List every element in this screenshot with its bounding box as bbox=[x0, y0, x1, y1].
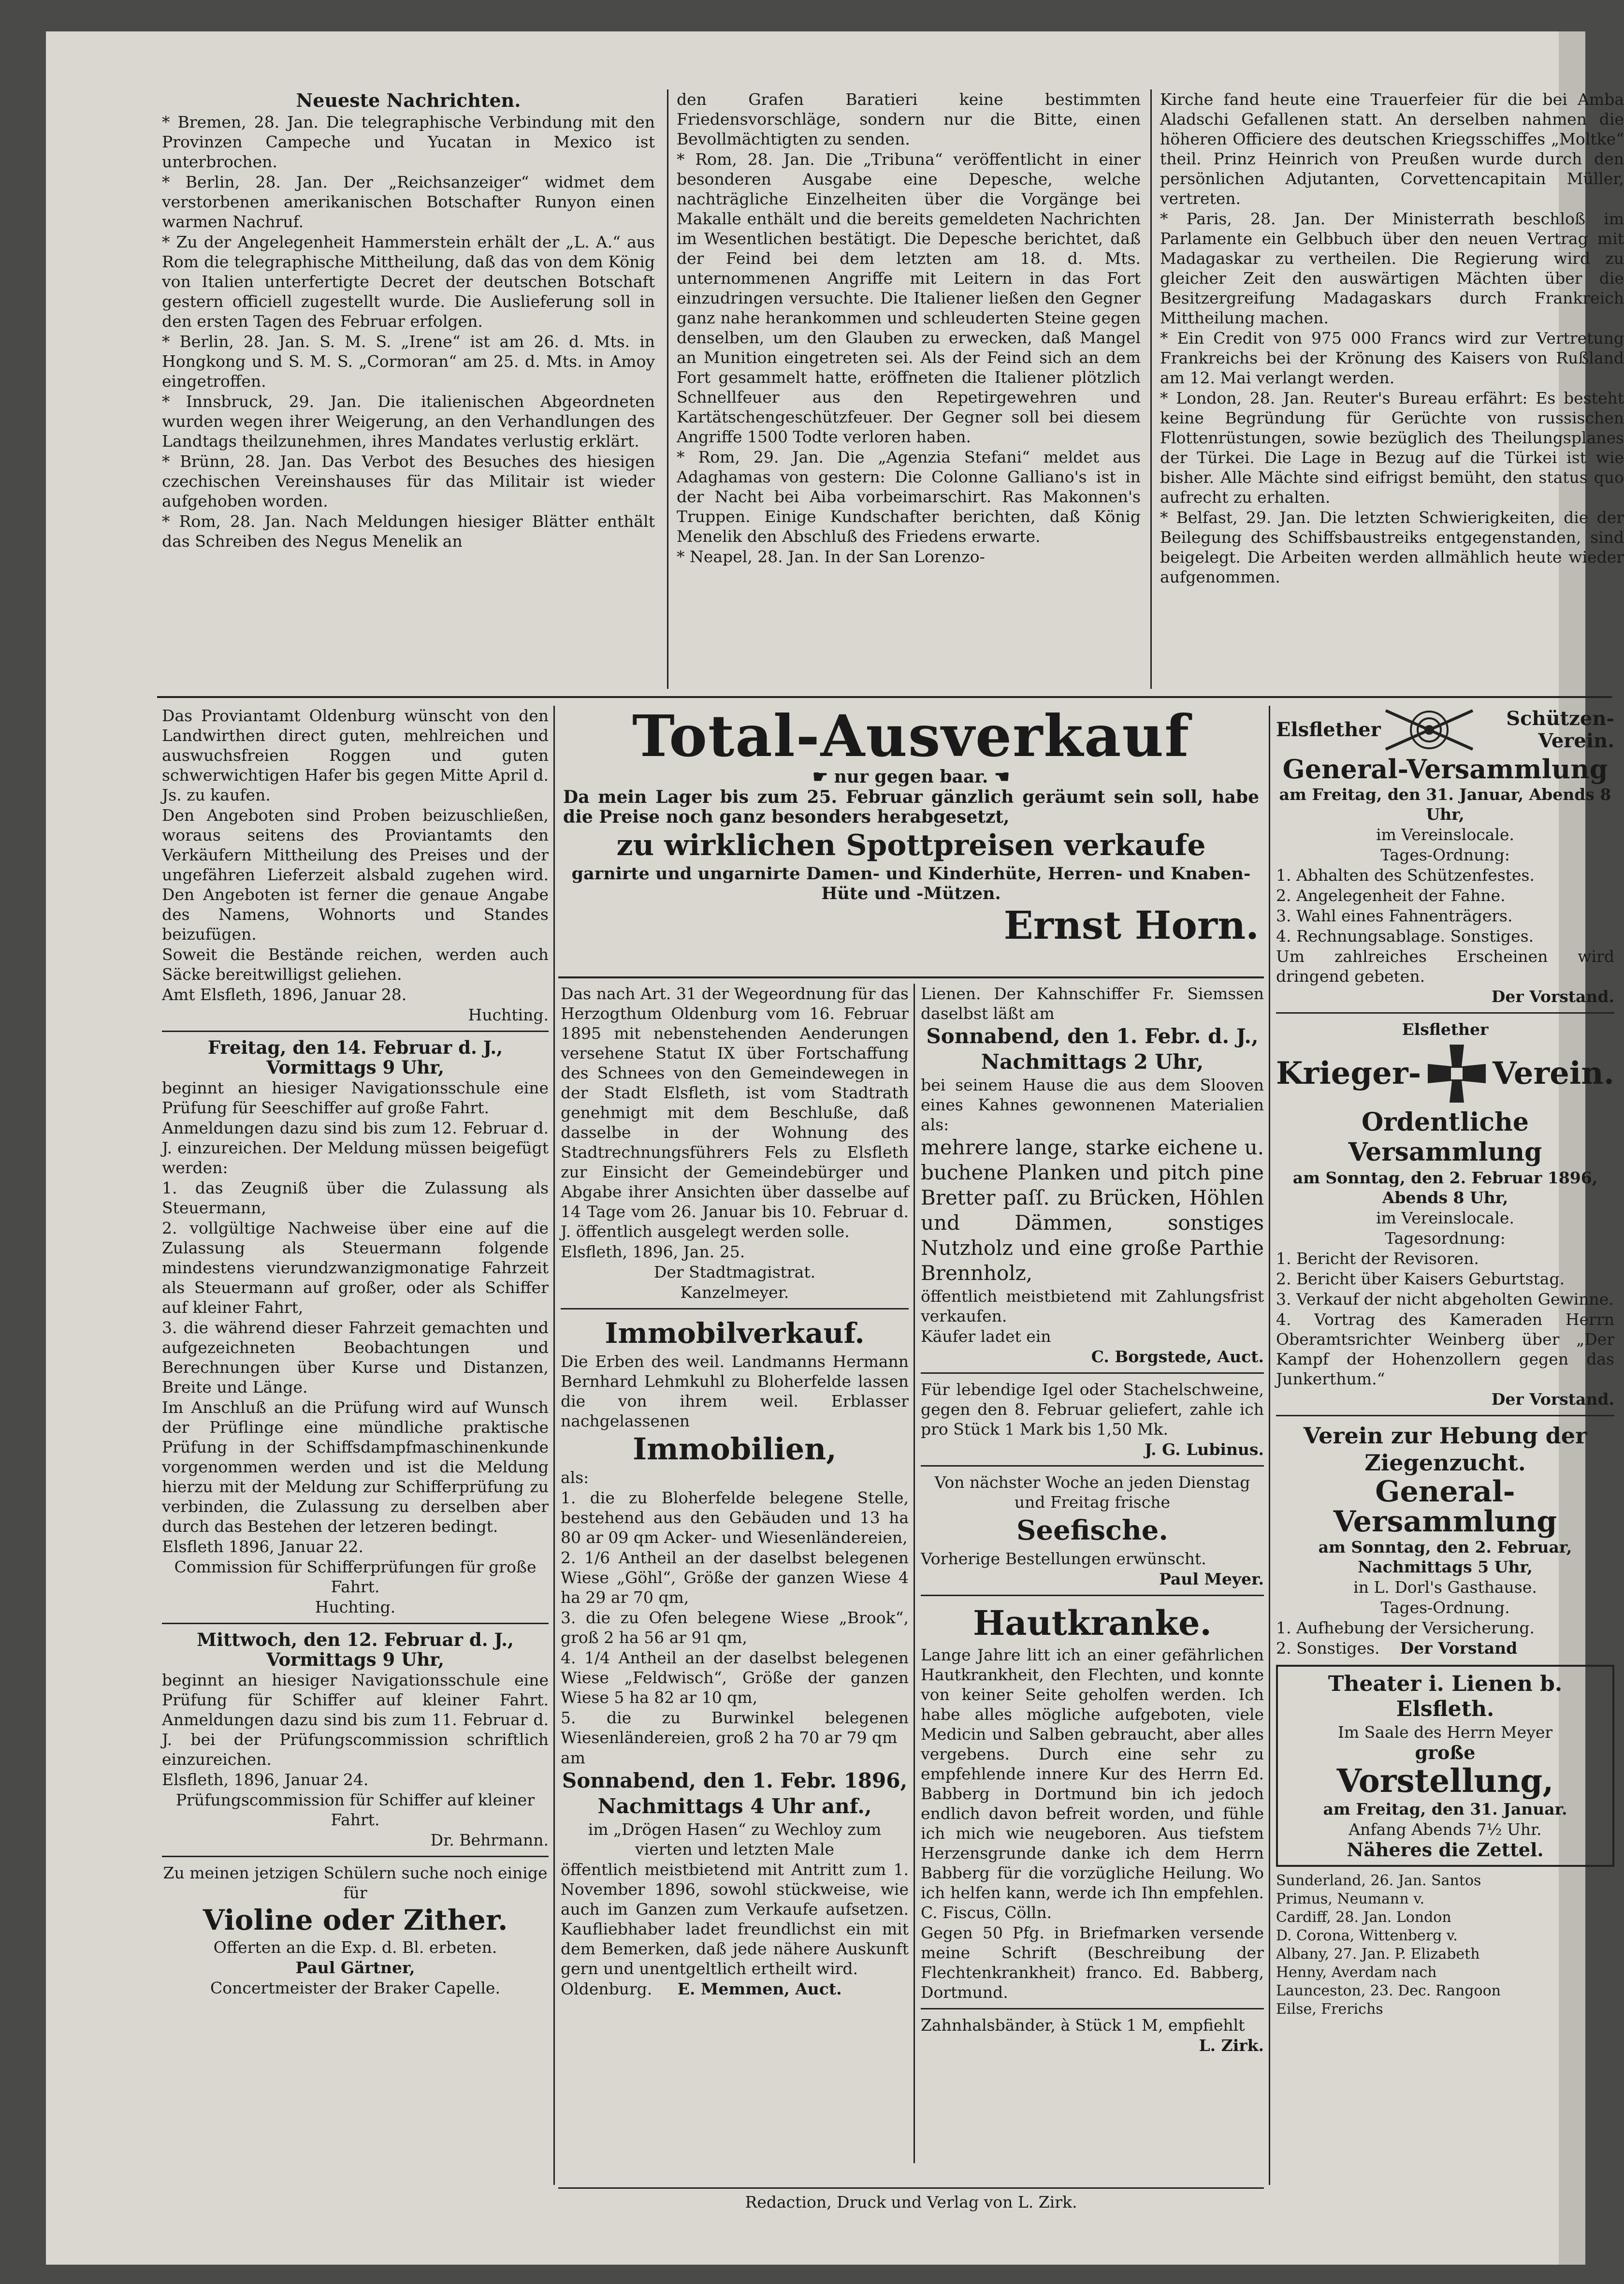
ziegen-signature: Der Vorstand bbox=[1400, 1639, 1518, 1658]
fish-order: Vorherige Bestellungen erwünscht. bbox=[921, 1549, 1206, 1568]
ziegen-agenda-title: Tages-Ordnung. bbox=[1380, 1598, 1510, 1617]
schuetzen-header bbox=[1276, 706, 1614, 754]
news-item: * Zu der Angelegenheit Hammerstein erhält der „L. A.“ aus Rom die telegraphische Mittheilung, daß das von dem König von Italien unterfertigte Decret der deutschen Botschaft gestern officiell zugestellt wurde. Die Auslieferung soll in den ersten Tagen des Februar erfolgen. bbox=[162, 233, 655, 331]
ad-sub-text: nur gegen baar. bbox=[834, 767, 988, 787]
wege-notice: Das nach Art. 31 der Wegeordnung für das Herzogthum Oldenburg vom 16. Februar 1895 mit nebenstehenden Aenderungen versehene Statut IX über Fortschaffung des Schnees von den Gemeindewegen in der Stadt Elsfleth, ist vom Stadtrath genehmigt mit dem Beschluße, daß dasselbe in der Wohnung des Stadtrechnungsführers Fels zu Elsfleth zur Einsicht der Gemeindebürger und Abgabe ihrer Ansichten über dasselbe auf 14 Tage vom 26. Januar bis 10. Februar d. J. öffentlich ausgelegt werden solle. bbox=[561, 984, 909, 1241]
krieger-left: Krieger- bbox=[1276, 1055, 1421, 1091]
agenda-item: 2. Sonstiges. bbox=[1276, 1639, 1380, 1658]
violin-intro: Zu meinen jetzigen Schülern suche noch einige für bbox=[163, 1863, 548, 1902]
proviant-signature: Huchting. bbox=[468, 1005, 549, 1024]
shipping-list bbox=[1276, 1872, 1614, 2018]
immo-big: Immobilien, bbox=[633, 1431, 837, 1467]
schuetzen-request: Um zahlreiches Erscheinen wird dringend gebeten. bbox=[1276, 947, 1614, 986]
divider bbox=[162, 1856, 549, 1857]
wood-text: bei seinem Hause die aus dem Slooven eines Kahnes gewonnenen Materialien als: bbox=[921, 1076, 1264, 1134]
schuetzen-signature: Der Vorstand. bbox=[1491, 987, 1614, 1006]
ziegen-heading: Verein zur Hebung der Ziegenzucht. bbox=[1303, 1423, 1587, 1476]
news-column-3 bbox=[1160, 89, 1624, 694]
theater-box bbox=[1276, 1665, 1614, 1867]
agenda-item: 1. Bericht der Revisoren. bbox=[1276, 1249, 1479, 1268]
exam-item: 2. vollgültige Nachweise über eine auf die Zulassung als Steuermann folgende mindestens vierundzwanzigmonatige Fahrzeit als Steuermann auf großer, oder als Schiffer auf kleiner Fahrt, bbox=[162, 1219, 549, 1317]
theater-date: am Freitag, den 31. Januar. bbox=[1323, 1800, 1567, 1818]
column-rule bbox=[667, 89, 668, 689]
theater-start: Anfang Abends 7½ Uhr. bbox=[1348, 1820, 1542, 1839]
news-column-2 bbox=[677, 89, 1141, 694]
agenda-item: 1. Aufhebung der Versicherung. bbox=[1276, 1618, 1535, 1637]
news-item: Kirche fand heute eine Trauerfeier für die bei Amba Aladschi Gefallenen statt. An derselben nahmen die höheren Officiere des deutschen Kriegsschiffes „Moltke“ theil. Prinz Heinrich von Preußen wurde durch den persönlichen Adjutanten, Corvettencapitain Müller, vertreten. bbox=[1160, 90, 1624, 208]
ad-body: Da mein Lager bis zum 25. Februar gänzlich geräumt sein soll, habe die Preise noch ganz besonders herabgesetzt, bbox=[563, 787, 1259, 827]
exam-text: Im Anschluß an die Prüfung wird auf Wunsch der Prüflinge eine mündliche praktische Prüfung in der Schiffsdampfmaschinenkunde vorgenommen werden und ist die Meldung hierzu mit der Meldung zur Schifferprüfung zu verbinden, die Zulassung zu derselben aber durch das Bestehen der letzeren bedingt. bbox=[162, 1398, 549, 1536]
total-ausverkauf-ad bbox=[563, 702, 1259, 976]
exam2-commission: Prüfungscommission für Schiffer auf kleiner Fahrt. bbox=[175, 1790, 535, 1829]
immo-item: 5. die zu Burwinkel belegenen Wiesenländereien, groß 2 ha 70 ar 79 qm bbox=[561, 1708, 909, 1747]
news-item: * Ein Credit von 975 000 Francs wird zur Vertretung Frankreichs bei der Krönung des Kaisers von Rußland am 12. Mai verlangt werden. bbox=[1160, 329, 1624, 387]
center-sub-column bbox=[561, 984, 909, 2192]
immo-place: im „Drögen Hasen“ zu Wechloy zum vierten und letzten Male bbox=[588, 1820, 882, 1859]
news-item: * Rom, 28. Jan. Die „Tribuna“ veröffentlicht in einer besonderen Ausgabe eine Depesche, welche nachträgliche Einzelheiten über die Vorgänge bei Makalle enthält und die bereits gemeldeten Nachrichten im Wesentlichen bestätigt. Die Depesche berichtet, daß der Feind bei dem letzten am 18. d. Mts. unternommenen Angriffe mit Leitern in das Fort einzudringen versuchte. Die Italiener ließen den Gegner ganz nahe herankommen und schleuderten Steine gegen denselben, um den Glauben zu erwecken, daß Mangel an Munition eingetreten sei. Als der Feind sich an dem Fort gesammelt hatte, eröffneten die Italiener plötzlich Schnellfeuer aus den Repetirgewehren und Kartätschengeschützfeuer. Der Gegner soll bei diesem Angriffe 1500 Todte verloren haben. bbox=[677, 150, 1141, 446]
fish-big: Seefische. bbox=[1016, 1514, 1168, 1546]
krieger-header bbox=[1276, 1040, 1614, 1107]
shipping-row: Launceston, 23. Dec. Rangoon bbox=[1276, 1982, 1501, 1999]
shipping-row: Albany, 27. Jan. P. Elizabeth bbox=[1276, 1946, 1480, 1963]
divider bbox=[162, 1623, 549, 1624]
immo-tail: öffentlich meistbietend mit Antritt zum 1. November 1896, sowohl stückweise, wie auch im Ganzen zum Verkaufe aufsetzen. Kaufliebhaber ladet freundlichst ein mit dem Bemerken, daß jede nähere Auskunft gern und unentgeltlich ertheilt wird. bbox=[561, 1860, 909, 1978]
theater-gross: große bbox=[1415, 1742, 1476, 1763]
wood-items: mehrere lange, starke eichene u. buchene Planken und pitch pine Bretter paſſ. zu Brücken, Höhlen und Dämmen, sonstiges Nutzholz und eine große Parthie Brennholz, bbox=[921, 1135, 1264, 1285]
proviant-date: Amt Elsfleth, 1896, Januar 28. bbox=[162, 985, 407, 1004]
wege-org: Der Stadtmagistrat. bbox=[653, 1263, 816, 1281]
immo-signature: E. Memmen, Auct. bbox=[677, 1979, 842, 1998]
ad-sub: ☛ nur gegen baar. ☚ bbox=[812, 767, 1010, 787]
agenda-item: 4. Rechnungsablage. Sonstiges. bbox=[1276, 927, 1534, 946]
exam2-heading: Mittwoch, den 12. Februar d. J., Vormittags 9 Uhr, bbox=[197, 1629, 514, 1670]
shipping-row: Eilse, Frerichs bbox=[1276, 2001, 1383, 2018]
ziegen-date: am Sonntag, den 2. Februar, Nachmittags 5 Uhr, bbox=[1318, 1538, 1572, 1576]
news-column-1 bbox=[162, 89, 655, 694]
theater-more: Näheres die Zettel. bbox=[1347, 1839, 1544, 1861]
column-rule bbox=[1269, 706, 1270, 2185]
divider bbox=[921, 1372, 1264, 1374]
exam-signature: Huchting. bbox=[315, 1598, 396, 1616]
agenda-item: 2. Bericht über Kaisers Geburtstag. bbox=[1276, 1269, 1565, 1288]
immo-time: Nachmittags 4 Uhr anf., bbox=[597, 1794, 872, 1818]
shipping-row: D. Corona, Wittenberg v. bbox=[1276, 1927, 1458, 1944]
krieger-signature: Der Vorstand. bbox=[1491, 1390, 1614, 1409]
proviant-notice: Das Proviantamt Oldenburg wünscht von den Landwirthen direct guten, mehlreichen und auswuchsfreien Roggen und guten schwerwichtigen Hafer bis gegen Mitte April d. Js. zu kaufen. bbox=[162, 706, 549, 804]
krieger-right: Verein. bbox=[1492, 1055, 1614, 1091]
divider bbox=[561, 1308, 909, 1309]
immo-item: 2. 1/6 Antheil an der daselbst belegenen Wiese „Göhl“, Größe der ganzen Wiese 4 ha 29 ar 70 qm, bbox=[561, 1548, 909, 1607]
ziegen-place: in L. Dorl's Gasthause. bbox=[1353, 1578, 1537, 1597]
schuetzen-date: am Freitag, den 31. Januar, Abends 8 Uhr, bbox=[1279, 785, 1611, 824]
divider bbox=[1276, 1415, 1614, 1416]
immo-city: Oldenburg. bbox=[561, 1979, 652, 1998]
news-heading: Neueste Nachrichten. bbox=[296, 89, 521, 111]
agenda-item: 4. Vortrag des Kameraden Herrn Oberamtsrichter Weinberg über „Der Kampf der Hohenzollern gegen das Junkerthum.“ bbox=[1276, 1310, 1614, 1388]
shipping-row: Henny, Averdam nach bbox=[1276, 1964, 1437, 1981]
agenda-item: 1. Abhalten des Schützenfestes. bbox=[1276, 866, 1535, 885]
zahn-signature: L. Zirk. bbox=[1199, 2036, 1264, 2055]
igel-signature: J. G. Lubinus. bbox=[1145, 1440, 1264, 1459]
section-rule bbox=[558, 976, 1264, 978]
schuetzen-left: Elsflether bbox=[1276, 718, 1381, 741]
fish-signature: Paul Meyer. bbox=[1159, 1570, 1264, 1588]
exam-text: Anmeldungen dazu sind bis zum 12. Februar d. J. einzureichen. Der Meldung müssen beigefügt werden: bbox=[162, 1119, 549, 1177]
footer-rule bbox=[558, 2187, 1264, 2189]
news-item: * Neapel, 28. Jan. In der San Lorenzo- bbox=[677, 547, 985, 566]
theater-heading: Theater i. Lienen b. Elsfleth. bbox=[1328, 1672, 1563, 1721]
immo-item: 1. die zu Bloherfelde belegene Stelle, bestehend aus den Gebäuden und 13 ha 80 ar 09 qm Acker- und Wiesenländereien, bbox=[561, 1488, 909, 1547]
wege-signature: Kanzelmeyer. bbox=[680, 1283, 789, 1302]
exam-text: beginnt an hiesiger Navigationsschule eine Prüfung für Seeschiffer auf große Fahrt. bbox=[162, 1078, 549, 1117]
krieger-place: im Vereinslocale. bbox=[1376, 1208, 1514, 1227]
mid-column bbox=[921, 984, 1264, 2192]
target-rifles-icon bbox=[1381, 706, 1478, 754]
news-item: * Rom, 29. Jan. Die „Agenzia Stefani“ meldet aus Adaghamas von gestern: Die Colonne Galliano's ist in der Nacht bei Aiba vorbeimarschirt. Ras Makonnen's Truppen. Einige Kundschafter berichten, daß König Menelik den Abschluß des Friedens erwarte. bbox=[677, 448, 1141, 546]
exam-item: 3. die während dieser Fahrzeit gemachten und aufgezeichneten Beobachtungen und Berechnungen über Kurse und Distanzen, Breite und Länge. bbox=[162, 1318, 549, 1397]
krieger-agenda-title: Tagesordnung: bbox=[1385, 1229, 1506, 1248]
iron-cross-icon bbox=[1423, 1040, 1491, 1107]
column-rule bbox=[553, 706, 555, 2185]
ziegen-big: General-Versammlung bbox=[1333, 1475, 1557, 1539]
news-item: * Innsbruck, 29. Jan. Die italienischen Abgeordneten wurden wegen ihrer Weigerung, an den Verhandlungen des Landtags theilzunehmen, ihres Mandates verlustig erklärt. bbox=[162, 392, 655, 451]
ad-title: Total-Ausverkauf bbox=[632, 702, 1190, 770]
theater-big: Vorstellung, bbox=[1336, 1762, 1554, 1800]
schuetzen-heading: General-Versammlung bbox=[1282, 754, 1608, 785]
column-rule bbox=[914, 984, 915, 2163]
agenda-item: 2. Angelegenheit der Fahne. bbox=[1276, 886, 1506, 905]
violin-offer: Offerten an die Exp. d. Bl. erbeten. bbox=[213, 1938, 497, 1957]
igel-ad: Für lebendige Igel oder Stachelschweine, gegen den 8. Februar geliefert, zahle ich pro Stück 1 Mark bis 1,50 Mk. bbox=[921, 1380, 1264, 1439]
wood-intro: Lienen. Der Kahnschiffer Fr. Siemssen daselbst läßt am bbox=[921, 984, 1264, 1023]
divider bbox=[1276, 1012, 1614, 1014]
newspaper-page bbox=[46, 31, 1624, 2265]
proviant-notice: Den Angeboten sind Proben beizuschließen, woraus seitens des Proviantamts den Verkäufern Mittheilung des Preises und der ungefähren Lieferzeit alsbald zugehen wird. Den Angeboten ist ferner die genaue Angabe des Namens, Wohnorts und Standes beizufügen. bbox=[162, 806, 549, 944]
wood-time: Nachmittags 2 Uhr, bbox=[981, 1050, 1204, 1074]
news-item: * London, 28. Jan. Reuter's Bureau erfährt: Es besteht keine Begründung für Gerüchte von russischen Flottenrüstungen, sowie bezüglich des Theilungsplanes der Türkei. Die Lage in Bezug auf die Türkei ist wie bisher. Alle Mächte sind eifrigst bemüht, den status quo aufrecht zu erhalten. bbox=[1160, 389, 1624, 507]
wood-tail: öffentlich meistbietend mit Zahlungsfrist verkaufen. bbox=[921, 1287, 1264, 1325]
schuetzen-agenda-title: Tages-Ordnung: bbox=[1380, 845, 1510, 864]
immo-als: als: bbox=[561, 1468, 589, 1487]
haut-title: Hautkranke. bbox=[973, 1603, 1212, 1643]
krieger-heading: Ordentliche Versammlung bbox=[1348, 1107, 1542, 1167]
fish-intro: Von nächster Woche an jeden Dienstag und Freitag frische bbox=[934, 1473, 1250, 1512]
news-item: * Berlin, 28. Jan. Der „Reichsanzeiger“ widmet dem verstorbenen amerikanischen Botschafter Runyon einen warmen Nachruf. bbox=[162, 173, 655, 231]
section-rule bbox=[157, 696, 1612, 698]
violin-title: Concertmeister der Braker Capelle. bbox=[210, 1978, 500, 1997]
theater-place: Im Saale des Herrn Meyer bbox=[1337, 1723, 1553, 1742]
news-item: * Brünn, 28. Jan. Das Verbot des Besuches des hiesigen czechischen Vereinshauses für das Militair ist wieder aufgehoben worden. bbox=[162, 452, 655, 510]
agenda-item: 3. Wahl eines Fahnenträgers. bbox=[1276, 906, 1513, 925]
wege-date: Elsfleth, 1896, Jan. 25. bbox=[561, 1242, 745, 1261]
proviant-notice: Soweit die Bestände reichen, werden auch Säcke bereitwilligst geliehen. bbox=[162, 945, 549, 984]
zahn-ad: Zahnhalsbänder, à Stück 1 M, empfiehlt bbox=[921, 2016, 1245, 2035]
exam2-signature: Dr. Behrmann. bbox=[430, 1831, 549, 1849]
news-item: * Belfast, 29. Jan. Die letzten Schwierigkeiten, die der Beilegung des Schiffsbaustreiks entgegenstanden, sind beigelegt. Die Arbeiten werden allmählich heute wieder aufgenommen. bbox=[1160, 508, 1624, 586]
exam-date: Elsfleth 1896, Januar 22. bbox=[162, 1537, 363, 1556]
ad-goods: garnirte und ungarnirte Damen- und Kinderhüte, Herren- und Knaben-Hüte und -Mützen. bbox=[571, 864, 1251, 903]
ad-slogan: zu wirklichen Spottpreisen verkaufe bbox=[616, 829, 1206, 862]
immo-item: 4. 1/4 Antheil an der daselbst belegenen Wiese „Feldwisch“, Größe der ganzen Wiese 5 ha 82 ar 10 qm, bbox=[561, 1648, 909, 1707]
haut-tail: Gegen 50 Pfg. in Briefmarken versende meine Schrift (Beschreibung der Flechtenkrankheit) franco. Ed. Babberg, Dortmund. bbox=[921, 1923, 1264, 2002]
footer bbox=[558, 2192, 1264, 2221]
shipping-row: Sunderland, 26. Jan. Santos bbox=[1276, 1872, 1481, 1889]
violin-heading: Violine oder Zither. bbox=[203, 1904, 508, 1936]
news-item: den Grafen Baratieri keine bestimmten Friedensvorschläge, sondern nur die Bitte, einen Bevollmächtigten zu senden. bbox=[677, 90, 1141, 148]
schuetzen-place: im Vereinslocale. bbox=[1376, 825, 1514, 844]
wood-date: Sonnabend, den 1. Febr. d. J., bbox=[926, 1024, 1259, 1048]
shipping-row: Cardiff, 28. Jan. London bbox=[1276, 1909, 1451, 1926]
news-item: * Paris, 28. Jan. Der Ministerrath beschloß im Parlamente ein Gelbbuch über den neuen Vertrag mit Madagaskar zu vertheilen. Die Regierung wird zu gleicher Zeit den auswärtigen Mächten über die Besitzergreifung Madagaskars durch Frankreich Mittheilung machen. bbox=[1160, 209, 1624, 327]
krieger-date: am Sonntag, den 2. Februar 1896, Abends 8 Uhr, bbox=[1292, 1168, 1598, 1207]
krieger-top: Elsflether bbox=[1402, 1020, 1489, 1039]
exam-item: 1. das Zeugniß über die Zulassung als Steuermann, bbox=[162, 1178, 549, 1217]
footer-imprint: Redaction, Druck und Verlag von L. Zirk. bbox=[745, 2193, 1077, 2211]
news-item: * Bremen, 28. Jan. Die telegraphische Verbindung mit den Provinzen Campeche und Yucatan in Mexico ist unterbrochen. bbox=[162, 113, 655, 171]
news-item: * Berlin, 28. Jan. S. M. S. „Irene“ ist am 26. d. Mts. in Hongkong und S. M. S. „Cormoran“ am 25. d. Mts. in Amoy eingetroffen. bbox=[162, 332, 655, 391]
immo-title: Immobilverkauf. bbox=[605, 1317, 865, 1350]
wood-invite: Käufer ladet ein bbox=[921, 1327, 1051, 1346]
immo-am: am bbox=[561, 1748, 585, 1767]
column-rule bbox=[1150, 89, 1152, 689]
immo-text: Die Erben des weil. Landmanns Hermann Bernhard Lehmkuhl zu Bloherfelde lassen die von ihrem weil. Erblasser nachgelassenen bbox=[561, 1352, 909, 1430]
shipping-row: Primus, Neumann v. bbox=[1276, 1891, 1425, 1907]
wood-signature: C. Borgstede, Auct. bbox=[1091, 1347, 1264, 1366]
schuetzen-right: Schützen-Verein. bbox=[1506, 707, 1614, 752]
violin-name: Paul Gärtner, bbox=[295, 1958, 415, 1977]
ad-name: Ernst Horn. bbox=[1003, 902, 1259, 948]
agenda-item: 3. Verkauf der nicht abgeholten Gewinne. bbox=[1276, 1290, 1614, 1309]
immo-date: Sonnabend, den 1. Febr. 1896, bbox=[562, 1769, 908, 1792]
divider bbox=[921, 2008, 1264, 2009]
immo-item: 3. die zu Ofen belegene Wiese „Brook“, groß 2 ha 56 ar 91 qm, bbox=[561, 1608, 909, 1647]
divider bbox=[162, 1031, 549, 1032]
haut-text: Lange Jahre litt ich an einer gefährlichen Hautkrankheit, den Flechten, und konnte von keiner Seite geholfen werden. Ich habe alles mögliche aufgeboten, viele Medicin und Salben gebraucht, aber alles vergebens. Durch eine sehr zu empfehlende innere Kur des Herrn Ed. Babberg in Dortmund bin ich jedoch endlich davon befreit worden, und fühle ich mich wie neugeboren. Aus tiefstem Herzensgrunde danke ich dem Herrn Babberg für die vorzügliche Heilung. Wo ich helfen kann, werde ich Ihn empfehlen. C. Fiscus, Cölln. bbox=[921, 1645, 1264, 1922]
divider bbox=[921, 1595, 1264, 1596]
right-ad-column bbox=[1276, 706, 1614, 2214]
news-item: * Rom, 28. Jan. Nach Meldungen hiesiger Blätter enthält das Schreiben des Negus Menelik an bbox=[162, 512, 655, 551]
exam2-text: beginnt an hiesiger Navigationsschule eine Prüfung für Schiffer auf kleiner Fahrt. Anmeldungen dazu sind bis zum 11. Februar d. J. bei der Prüfungscommission schriftlich einzureichen. bbox=[162, 1671, 549, 1769]
exam2-date: Elsfleth, 1896, Januar 24. bbox=[162, 1770, 369, 1789]
left-ad-column bbox=[162, 706, 549, 2209]
exam-commission: Commission für Schifferprüfungen für große Fahrt. bbox=[174, 1557, 536, 1596]
divider bbox=[921, 1465, 1264, 1467]
exam-heading: Freitag, den 14. Februar d. J., Vormittags 9 Uhr, bbox=[207, 1037, 503, 1078]
